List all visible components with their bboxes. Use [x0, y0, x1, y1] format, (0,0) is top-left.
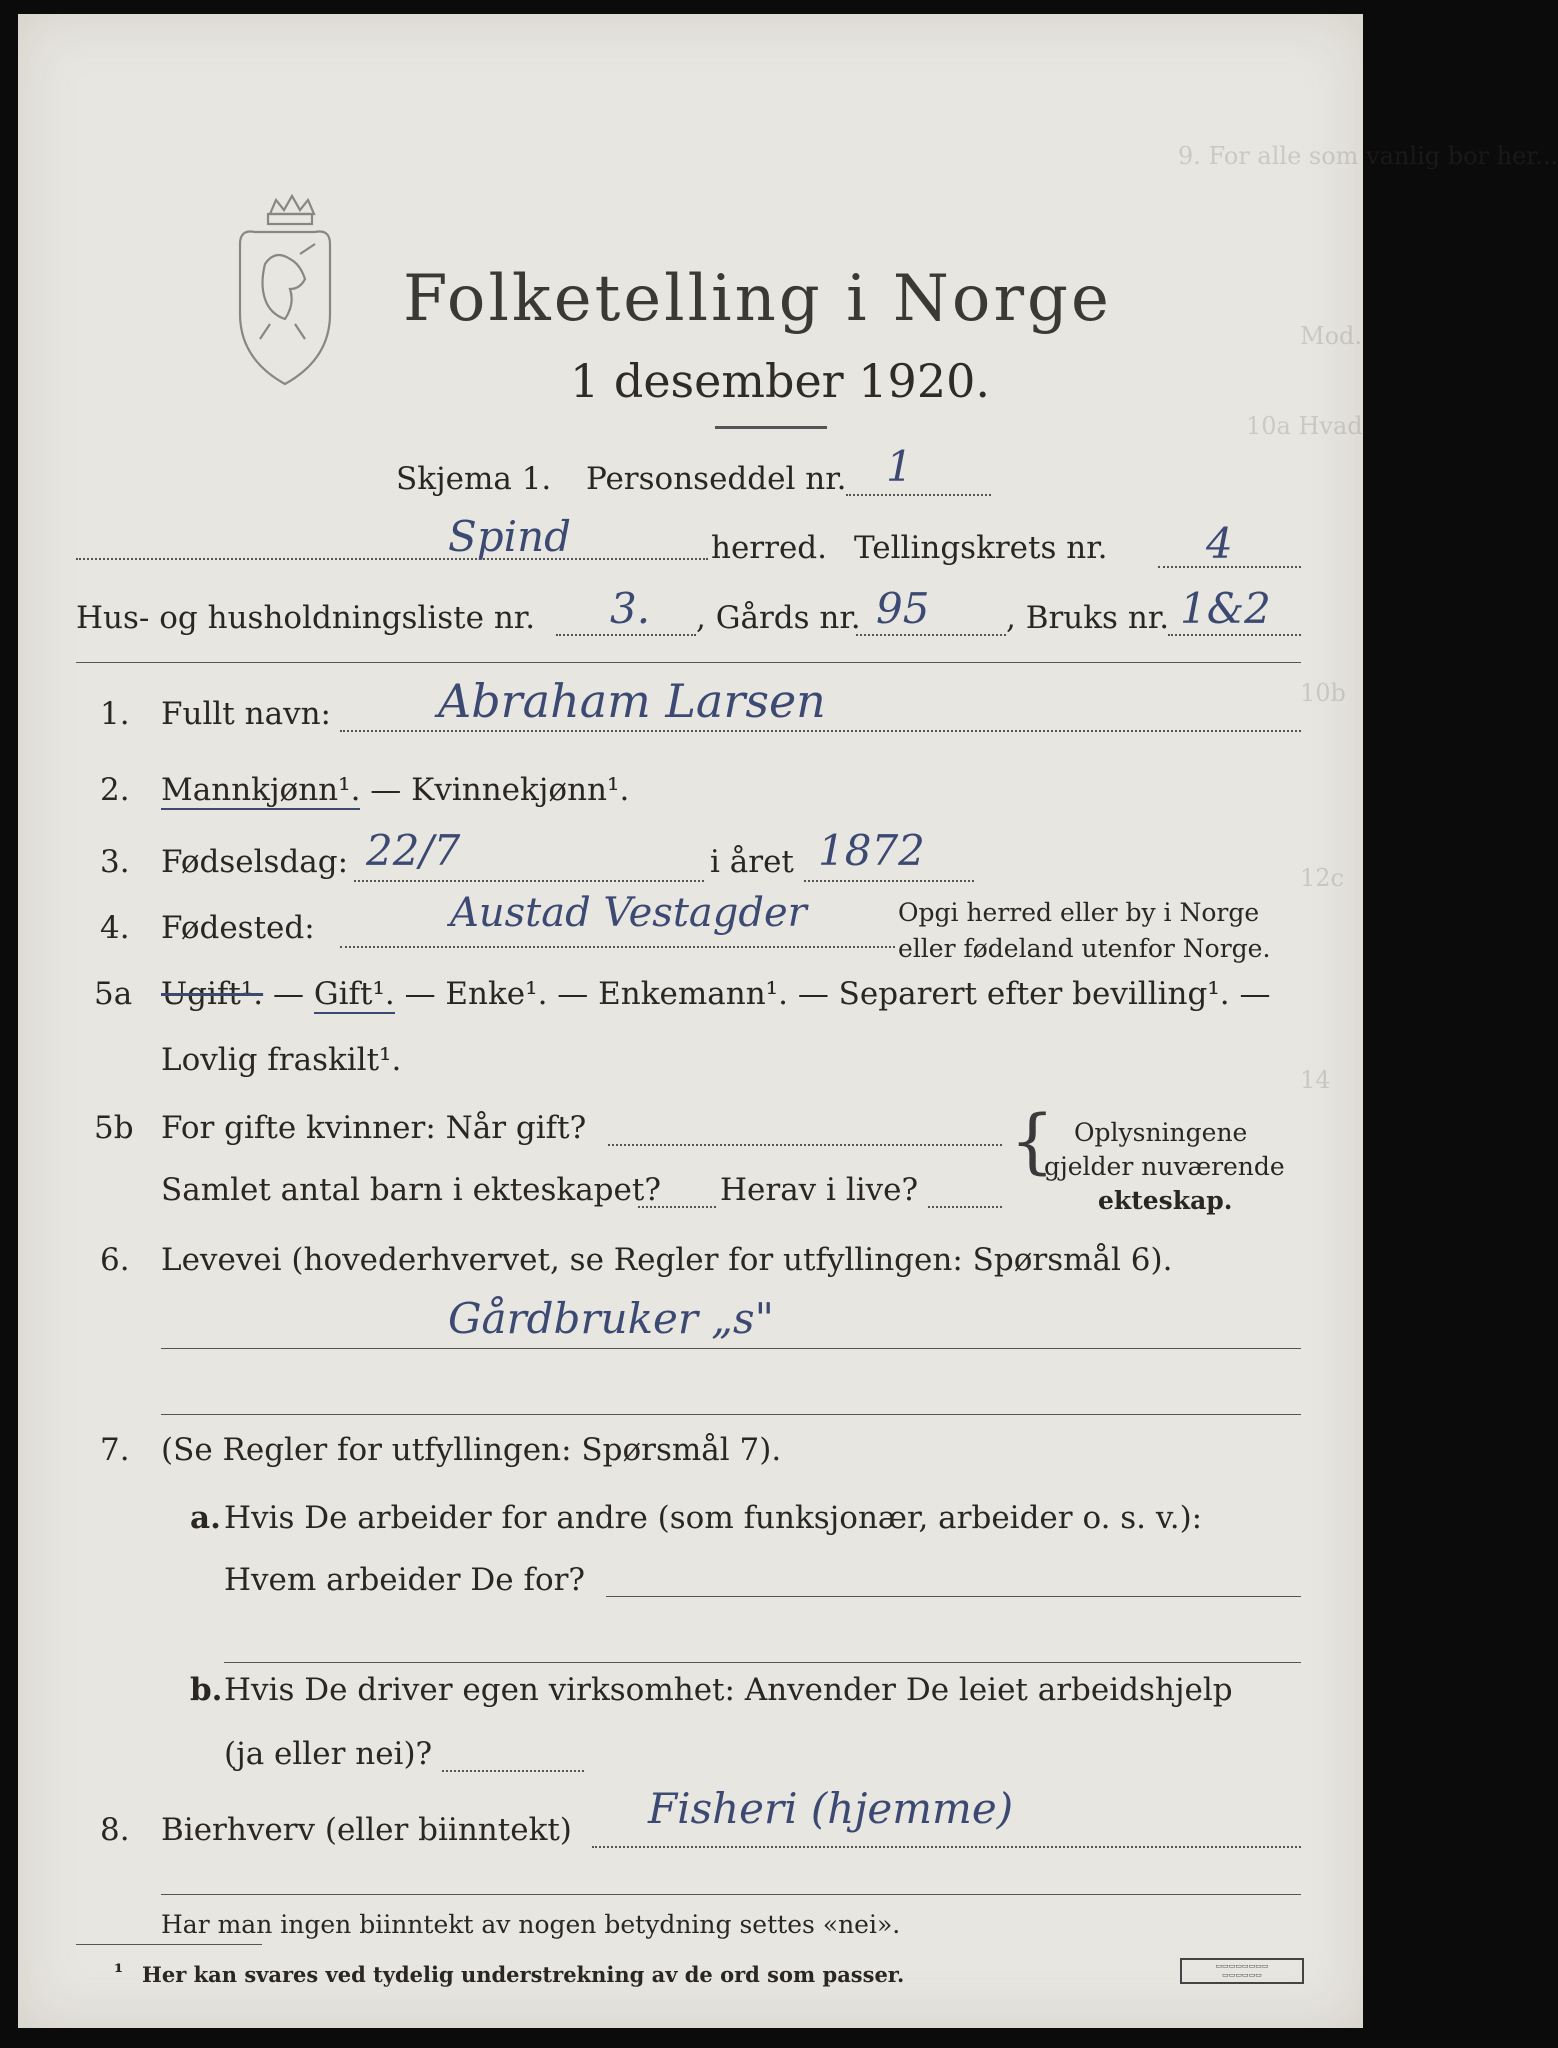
- q7a-label: Hvis De arbeider for andre (som funksjonær, arbeider o. s. v.):: [224, 1500, 1203, 1536]
- census-form-page: [18, 14, 1558, 2028]
- q5b-number: 5b: [94, 1110, 134, 1146]
- birthplace-value: Austad Vestagder: [450, 890, 807, 936]
- hus-value: 3.: [610, 584, 651, 633]
- q5b-label3: Herav i live?: [720, 1172, 919, 1208]
- bruks-dotline: [1168, 634, 1301, 636]
- birth-year-value: 1872: [818, 826, 925, 875]
- occupation-value: Gårdbruker „s": [448, 1294, 774, 1343]
- census-date: 1 desember 1920.: [570, 354, 990, 408]
- bleed-through-text: Mod.: [1300, 322, 1363, 350]
- q7a-label2: Hvem arbeider De for?: [224, 1562, 586, 1598]
- herred-value: Spind: [448, 512, 572, 561]
- hus-label: Hus- og husholdningsliste nr.: [76, 600, 536, 636]
- q5b-note2: gjelder nuværende: [1044, 1152, 1285, 1181]
- q5b-note1: Oplysningene: [1074, 1118, 1248, 1147]
- q5b-married-dotline: [608, 1144, 1002, 1146]
- personseddel-value: 1: [886, 442, 913, 491]
- year-dotline: [804, 880, 974, 882]
- q6-line1: [161, 1348, 1301, 1349]
- q7b-dotline: [442, 1770, 584, 1772]
- bleed-through-text: 12c: [1300, 864, 1344, 892]
- q5b-alive-dotline: [928, 1206, 1002, 1208]
- title-rule: [715, 426, 827, 429]
- q4-dotline: [340, 946, 895, 948]
- footnote-text: Her kan svares ved tydelig understrekning av de ord som passer.: [142, 1962, 905, 1987]
- q7-number: 7.: [100, 1432, 130, 1468]
- personseddel-dotline: [846, 494, 991, 496]
- q7a-line1: [606, 1596, 1301, 1597]
- footnote-mark: ¹: [114, 1959, 124, 1984]
- q7b-label: Hvis De driver egen virksomhet: Anvender De leiet arbeidshjelp: [224, 1672, 1233, 1708]
- printer-stamp: ▭▭▭▭▭▭▭▭ ▭▭▭▭▭▭: [1180, 1958, 1304, 1984]
- secondary-income-value: Fisheri (hjemme): [648, 1784, 1014, 1833]
- q5a-number: 5a: [94, 976, 133, 1012]
- q8-line2: [161, 1894, 1301, 1895]
- q5a-line2: Lovlig fraskilt¹.: [161, 1042, 402, 1078]
- q3-number: 3.: [100, 844, 130, 880]
- ugift-option: Ugift¹.: [161, 976, 264, 1012]
- full-name-value: Abraham Larsen: [438, 674, 826, 728]
- q3-dotline: [354, 880, 704, 882]
- bruks-label: , Bruks nr.: [1006, 600, 1170, 636]
- q7b-letter: b.: [190, 1672, 223, 1708]
- q5b-label1: For gifte kvinner: Når gift?: [161, 1110, 587, 1146]
- q2-number: 2.: [100, 772, 130, 808]
- q1-label: Fullt navn:: [161, 696, 331, 732]
- form-title: Folketelling i Norge: [403, 262, 1112, 336]
- gaards-label: , Gårds nr.: [696, 600, 861, 636]
- hus-dotline: [556, 634, 696, 636]
- q4-note-line1: Opgi herred eller by i Norge: [898, 898, 1260, 927]
- bleed-through-text: 10a Hvad: [1246, 412, 1363, 440]
- footnote-rule: [76, 1944, 262, 1945]
- q6-label: Levevei (hovederhvervet, se Regler for utfyllingen: Spørsmål 6).: [161, 1242, 1173, 1278]
- bleed-through-text: 10b: [1300, 679, 1346, 707]
- q2-options: Mannkjønn¹. — Kvinnekjønn¹.: [161, 772, 630, 808]
- coat-of-arms-icon: [230, 184, 340, 394]
- q1-number: 1.: [100, 696, 130, 732]
- other-status-options: — Enke¹. — Enkemann¹. — Separert efter bevilling¹. —: [404, 976, 1271, 1012]
- q7a-line2: [224, 1662, 1301, 1663]
- q5b-bracket: {: [1010, 1100, 1055, 1182]
- nei-note: Har man ingen biinntekt av nogen betydning settes «nei».: [161, 1910, 901, 1939]
- personseddel-label: Personseddel nr.: [586, 461, 847, 497]
- q5b-children-dotline: [638, 1206, 716, 1208]
- q5b-label2: Samlet antal barn i ekteskapet?: [161, 1172, 661, 1208]
- section-divider: [76, 662, 1301, 663]
- q7-label: (Se Regler for utfyllingen: Spørsmål 7).: [161, 1432, 782, 1468]
- q1-dotline: [340, 730, 1301, 732]
- q4-label: Fødested:: [161, 910, 315, 946]
- q5b-note3: ekteskap.: [1098, 1186, 1233, 1215]
- q8-number: 8.: [100, 1812, 130, 1848]
- q7b-label2: (ja eller nei)?: [224, 1736, 433, 1772]
- gift-option: Gift¹.: [313, 976, 395, 1012]
- bleed-through-text: 9. For alle som vanlig bor her...: [1178, 142, 1558, 170]
- q6-number: 6.: [100, 1242, 130, 1278]
- tellingskrets-value: 4: [1206, 519, 1233, 568]
- herred-label: herred.: [711, 530, 827, 566]
- bruks-value: 1&2: [1180, 584, 1271, 633]
- male-option: Mannkjønn¹.: [161, 772, 361, 808]
- q8-label: Bierhverv (eller biinntekt): [161, 1812, 572, 1848]
- schema-label: Skjema 1.: [396, 461, 552, 497]
- q7a-letter: a.: [190, 1500, 221, 1536]
- q4-number: 4.: [100, 910, 130, 946]
- year-label: i året: [710, 844, 794, 880]
- q3-label: Fødselsdag:: [161, 844, 349, 880]
- bleed-through-text: 14: [1300, 1066, 1331, 1094]
- q8-dotline: [592, 1846, 1301, 1848]
- q4-note-line2: eller fødeland utenfor Norge.: [898, 934, 1271, 963]
- gaards-value: 95: [876, 584, 930, 633]
- herred-dotline: [76, 558, 708, 560]
- q6-line2: [161, 1414, 1301, 1415]
- q5a-options: Ugift¹. — Gift¹. — Enke¹. — Enkemann¹. — Separert efter bevilling¹. —: [161, 976, 1271, 1012]
- female-option: Kvinnekjønn¹.: [411, 772, 630, 808]
- birthday-value: 22/7: [366, 826, 461, 875]
- tellingskrets-label: Tellingskrets nr.: [854, 530, 1108, 566]
- gaards-dotline: [856, 634, 1006, 636]
